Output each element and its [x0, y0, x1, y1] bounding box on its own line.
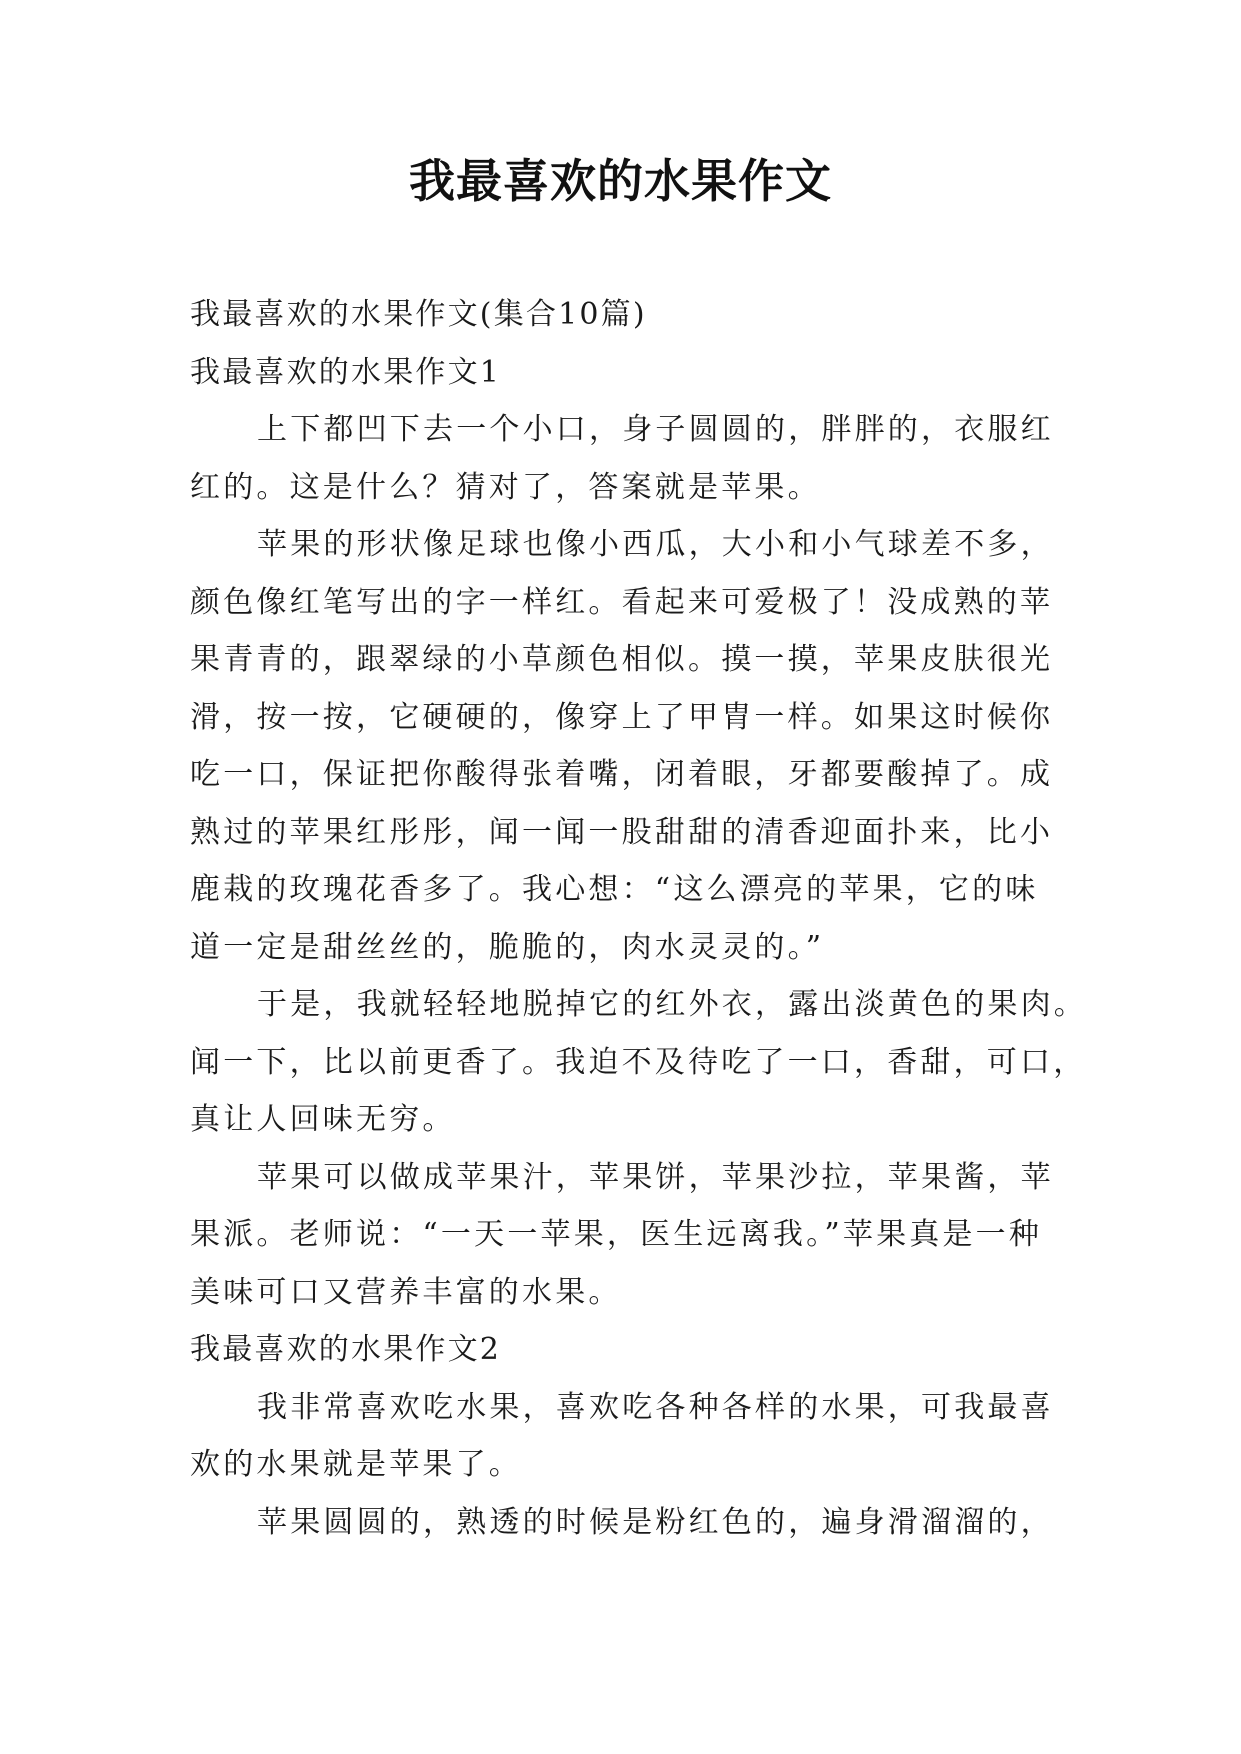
essay-2-paragraph-2 [190, 1494, 1052, 1552]
text-line: 颜色像红笔写出的字一样红。看起来可爱极了！没成熟的苹 [190, 584, 1054, 620]
essay-1-paragraph-3 [190, 976, 1087, 1149]
text-line: 我非常喜欢吃水果，喜欢吃各种各样的水果，可我最喜 [257, 1389, 1054, 1425]
text-line: 上下都凹下去一个小口，身子圆圆的，胖胖的，衣服红 [257, 412, 1054, 447]
essay-2-paragraph-1 [190, 1379, 1052, 1494]
text-line: 于是，我就轻轻地脱掉它的红外衣，露出淡黄色的果肉。 [257, 987, 1087, 1022]
text-line: 果派。老师说：“一天一苹果，医生远离我。”苹果真是一种 [190, 1217, 1043, 1252]
text-line: 滑，按一按，它硬硬的，像穿上了甲胄一样。如果这时候你 [190, 699, 1054, 735]
text-line: 鹿栽的玫瑰花香多了。我心想：“这么漂亮的苹果，它的味 [190, 872, 1039, 907]
text-line: 美味可口又营养丰富的水果。 [190, 1274, 622, 1310]
text-line: 闻一下，比以前更香了。我迫不及待吃了一口，香甜，可口， [190, 1044, 1087, 1080]
collection-heading: 我最喜欢的水果作文(集合10篇) [190, 297, 647, 332]
essay-1-paragraph-2 [190, 516, 1052, 976]
essay-1-paragraph-1 [190, 401, 1052, 516]
text-line: 道一定是甜丝丝的，脆脆的，肉水灵灵的。” [190, 929, 825, 965]
document-body [190, 286, 1087, 1551]
text-line: 红的。这是什么？猜对了，答案就是苹果。 [190, 469, 821, 505]
text-line: 苹果圆圆的，熟透的时候是粉红色的，遍身滑溜溜的， [257, 1504, 1054, 1540]
text-line: 苹果的形状像足球也像小西瓜，大小和小气球差不多， [257, 527, 1054, 562]
text-line: 熟过的苹果红彤彤，闻一闻一股甜甜的清香迎面扑来，比小 [190, 814, 1054, 850]
text-line: 果青青的，跟翠绿的小草颜色相似。摸一摸，苹果皮肤很光 [190, 642, 1054, 677]
essay-1-paragraph-4 [190, 1149, 1052, 1322]
document-title: 我最喜欢的水果作文 [409, 154, 832, 208]
essay-1-heading: 我最喜欢的水果作文1 [190, 354, 502, 390]
text-line: 苹果可以做成苹果汁，苹果饼，苹果沙拉，苹果酱，苹 [257, 1159, 1054, 1195]
text-line: 吃一口，保证把你酸得张着嘴，闭着眼，牙都要酸掉了。成 [190, 757, 1054, 792]
text-line: 真让人回味无穷。 [190, 1102, 456, 1137]
essay-2-heading: 我最喜欢的水果作文2 [190, 1332, 502, 1367]
text-line: 欢的水果就是苹果了。 [190, 1447, 522, 1482]
